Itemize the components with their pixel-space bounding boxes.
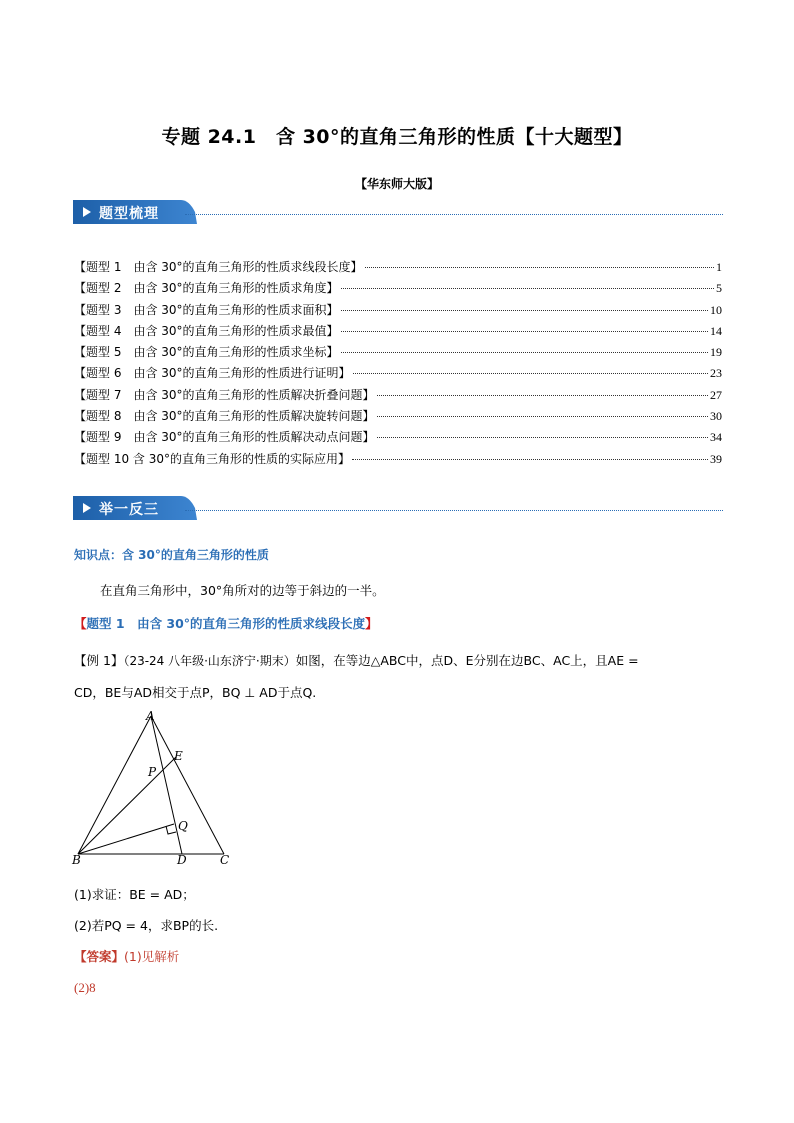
toc-page-number: 10 [710, 302, 722, 317]
toc-row[interactable] [74, 386, 722, 407]
toc-label: 【题型 8 由含 30°的直角三角形的性质解决旋转问题】 [74, 409, 375, 424]
example-source: （23-24 八年级·山东济宁·期末） [123, 654, 296, 668]
bracket-open: 【 [74, 616, 87, 631]
example-text-1: 如图，在等边△ABC中，点D、E分别在边BC、AC上，且AE = [295, 653, 639, 668]
toc-row[interactable] [74, 279, 722, 300]
question-2: (2)若PQ = 4，求BP的长. [74, 918, 219, 933]
toc-label: 【题型 4 由含 30°的直角三角形的性质求最值】 [74, 323, 339, 338]
table-of-contents [74, 258, 722, 471]
section-tab [73, 496, 191, 520]
toc-leader [341, 331, 708, 332]
toc-leader [353, 373, 708, 374]
side-ab [78, 716, 151, 854]
triangle-figure [70, 708, 240, 868]
edition-label: 【华东师大版】 [354, 177, 439, 191]
right-angle-mark [166, 826, 176, 834]
play-arrow-icon [83, 503, 91, 513]
section-tab [73, 200, 191, 224]
toc-leader [341, 352, 708, 353]
toc-leader [365, 267, 714, 268]
bracket-close: 】 [365, 616, 378, 631]
type-1-title: 题型 1 由含 30°的直角三角形的性质求线段长度 [86, 616, 366, 631]
knowledge-heading: 知识点：含 30°的直角三角形的性质 [74, 548, 269, 562]
toc-label: 【题型 2 由含 30°的直角三角形的性质求角度】 [74, 281, 339, 296]
toc-label: 【题型 3 由含 30°的直角三角形的性质求面积】 [74, 302, 339, 317]
example-line-2 [74, 683, 316, 701]
label-q: Q [178, 819, 188, 833]
label-p: P [148, 765, 157, 779]
toc-leader [377, 416, 708, 417]
play-arrow-icon [83, 207, 91, 217]
toc-row[interactable] [74, 428, 722, 449]
toc-row[interactable] [74, 364, 722, 385]
segment-be [78, 757, 176, 854]
example-label: 【例 1】 [74, 653, 124, 668]
section-divider [185, 214, 723, 215]
label-b: B [72, 853, 81, 867]
toc-page-number: 30 [710, 409, 722, 424]
answer-tag: 【答案】 [74, 949, 125, 964]
toc-row[interactable] [74, 301, 722, 322]
section-title-overview: 题型梳理 [99, 206, 159, 222]
toc-label: 【题型 1 由含 30°的直角三角形的性质求线段长度】 [74, 260, 363, 274]
toc-label: 【题型 9 由含 30°的直角三角形的性质解决动点问题】 [74, 430, 375, 445]
answer-part-2: (2)8 [74, 980, 96, 995]
toc-leader [341, 310, 708, 311]
toc-row[interactable] [74, 450, 722, 471]
toc-label: 【题型 6 由含 30°的直角三角形的性质进行证明】 [74, 366, 351, 381]
toc-page-number: 34 [710, 430, 722, 445]
answer-line-1 [74, 947, 179, 965]
toc-label: 【题型 10 含 30°的直角三角形的性质的实际应用】 [74, 451, 350, 466]
toc-page-number: 23 [710, 366, 722, 381]
section-title-practice: 举一反三 [99, 502, 159, 518]
side-ac [151, 716, 224, 854]
page-title: 专题 24.1 含 30°的直角三角形的性质【十大题型】 [161, 126, 633, 148]
toc-page-number: 1 [716, 260, 722, 274]
section-header-practice [73, 496, 723, 522]
toc-page-number: 14 [710, 323, 722, 338]
toc-row[interactable] [74, 322, 722, 343]
knowledge-body: 在直角三角形中，30°角所对的边等于斜边的一半。 [100, 583, 385, 598]
example-line-1 [74, 651, 639, 669]
segment-bq [78, 824, 174, 854]
label-d: D [177, 853, 187, 867]
toc-leader [352, 459, 708, 460]
toc-label: 【题型 7 由含 30°的直角三角形的性质解决折叠问题】 [74, 387, 375, 402]
toc-page-number: 27 [710, 387, 722, 402]
label-a: A [146, 709, 155, 723]
segment-ad [151, 716, 182, 854]
section-header-overview [73, 200, 723, 226]
label-e: E [174, 749, 183, 763]
toc-leader [377, 395, 708, 396]
toc-row[interactable] [74, 343, 722, 364]
type-1-heading [74, 614, 378, 632]
toc-page-number: 39 [710, 451, 722, 466]
toc-page-number: 5 [716, 281, 722, 296]
example-text-2: CD，BE与AD相交于点P，BQ ⊥ AD于点Q. [74, 685, 317, 700]
toc-row[interactable] [74, 407, 722, 428]
toc-row[interactable] [74, 258, 722, 279]
answer-part-1: (1)见解析 [124, 949, 180, 964]
section-divider [185, 510, 723, 511]
question-1: (1)求证：BE = AD； [74, 887, 195, 902]
toc-label: 【题型 5 由含 30°的直角三角形的性质求坐标】 [74, 345, 339, 360]
toc-leader [377, 437, 708, 438]
label-c: C [220, 853, 230, 867]
toc-page-number: 19 [710, 345, 722, 360]
toc-leader [341, 288, 714, 289]
